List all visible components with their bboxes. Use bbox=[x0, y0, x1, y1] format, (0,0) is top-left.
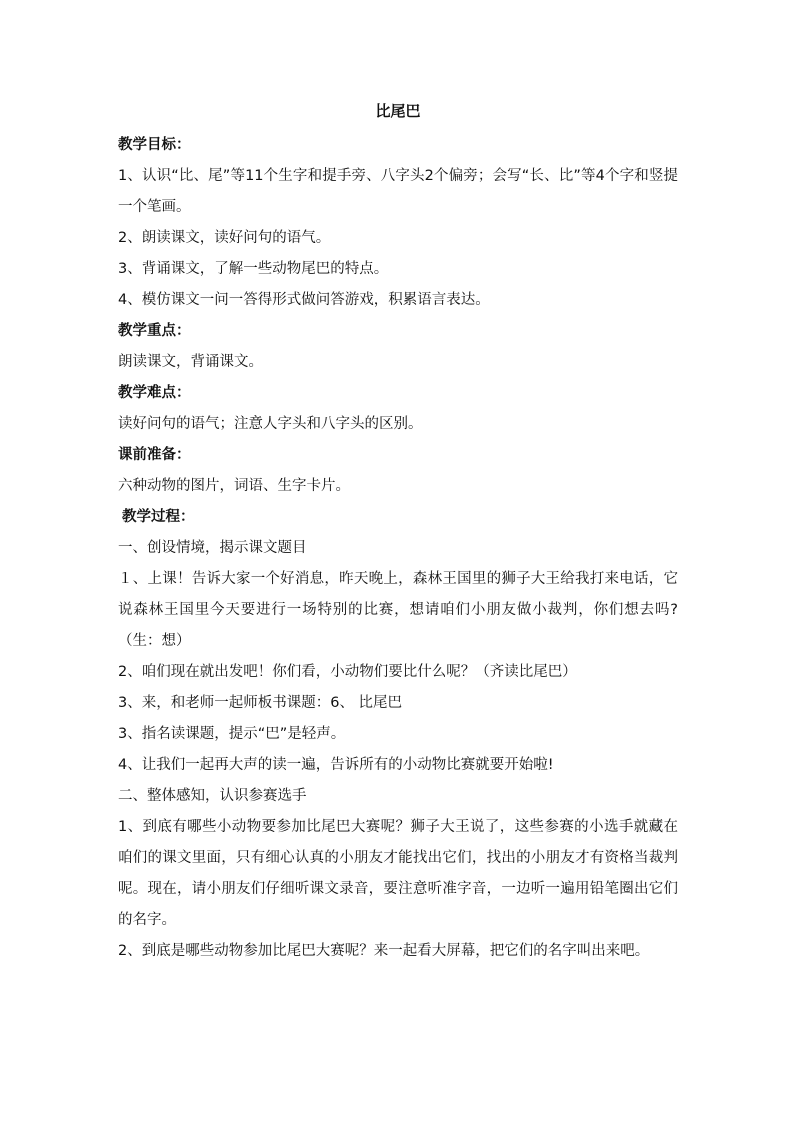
objective-item: 4、模仿课文一问一答得形式做问答游戏，积累语言表达。 bbox=[118, 292, 490, 308]
section1-item: 3、指名读课题，提示“巴”是轻声。 bbox=[118, 726, 346, 742]
key-points-heading: 教学重点： bbox=[118, 323, 191, 339]
difficulties-heading: 教学难点： bbox=[118, 385, 191, 401]
section2-item: 1、到底有哪些小动物要参加比尾巴大赛呢？狮子大王说了，这些参赛的小选手就藏在咱们的课文里面，只有细心认真的小朋友才能找出它们，找出的小朋友才有资格当裁判呢。现在，请小朋友们仔细听课文录音，要注意听准字音，一边听一遍用铅笔圈出它们的名字。 bbox=[118, 819, 678, 928]
section1-item: １、上课！告诉大家一个好消息，昨天晚上，森林王国里的狮子大王给我打来电话，它说森林王国里今天要进行一场特别的比赛，想请咱们小朋友做小裁判，你们想去吗?（生：想） bbox=[118, 571, 678, 649]
section2-item: 2、到底是哪些动物参加比尾巴大赛呢？来一起看大屏幕，把它们的名字叫出来吧。 bbox=[118, 943, 650, 959]
difficulties-text: 读好问句的语气；注意人字头和八字头的区别。 bbox=[118, 416, 423, 432]
document-body bbox=[118, 100, 678, 967]
objective-item: 3、背诵课文，了解一些动物尾巴的特点。 bbox=[118, 261, 389, 277]
document-title: 比尾巴 bbox=[375, 102, 421, 120]
objectives-heading: 教学目标： bbox=[118, 137, 191, 153]
section1-item: 3、来，和老师一起师板书课题：6、 比尾巴 bbox=[118, 695, 403, 711]
section2-heading: 二、整体感知，认识参赛选手 bbox=[118, 788, 307, 804]
section1-item: 2、咱们现在就出发吧！你们看，小动物们要比什么呢？（齐读比尾巴） bbox=[118, 664, 577, 680]
preparation-heading: 课前准备： bbox=[118, 447, 191, 463]
preparation-text: 六种动物的图片，词语、生字卡片。 bbox=[118, 478, 350, 494]
key-points-text: 朗读课文，背诵课文。 bbox=[118, 354, 263, 370]
process-heading: 教学过程： bbox=[122, 509, 195, 525]
section1-heading: 一、创设情境，揭示课文题目 bbox=[118, 540, 307, 556]
objective-item: 1、认识“比、尾”等11个生字和提手旁、八字头2个偏旁；会写“长、比”等4个字和竖提一个笔画。 bbox=[118, 168, 678, 215]
section1-item: 4、让我们一起再大声的读一遍，告诉所有的小动物比赛就要开始啦! bbox=[118, 757, 554, 773]
objective-item: 2、朗读课文，读好问句的语气。 bbox=[118, 230, 331, 246]
